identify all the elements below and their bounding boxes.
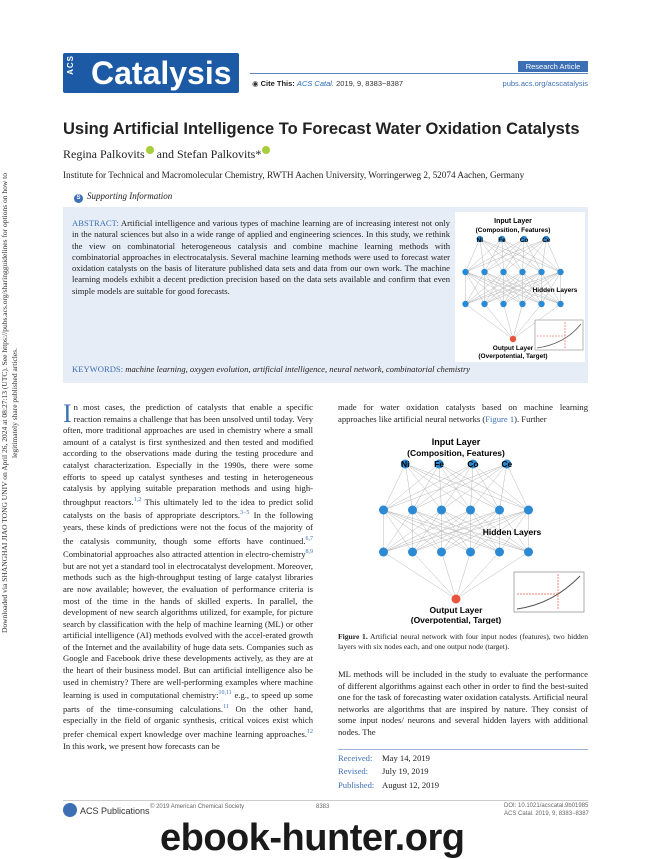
acs-publications-logo[interactable]: ACS Publications [63, 803, 150, 817]
hidden-node [495, 548, 504, 557]
hidden-node [524, 548, 533, 557]
toc-hidden-label: Hidden Layers [532, 287, 578, 294]
ref-link[interactable]: 6,7 [305, 535, 313, 542]
network-edge [439, 464, 499, 510]
drop-cap: I [63, 399, 72, 428]
hidden-node [466, 548, 475, 557]
network-edge [442, 464, 473, 510]
ref-link[interactable]: 3−5 [240, 510, 250, 517]
fig-output-title: Output Layer [429, 605, 483, 615]
fig-output-sub: (Overpotential, Target) [410, 615, 502, 624]
input-node-label: Ce [542, 237, 551, 244]
network-edge [413, 552, 457, 599]
hidden-node [437, 506, 446, 515]
hidden-node [379, 548, 388, 557]
hidden-node [481, 301, 487, 307]
article-type-badge: Research Article [518, 61, 588, 72]
abstract [72, 218, 450, 297]
body-column-2-top: made for water oxidation catalysts based on machine learning approaches like artificial neural networks (Figure 1). Further [338, 402, 588, 424]
body-column-2-bottom: ML methods will be included in the study to evaluate the performance of different algorithms against each other in order to find the best-suited one for the task of forecasting water oxidation catalysts. Artificial neural networks are algorithms that are inspired by nature. They consist of some input nodes/ neurons and several hidden layers with additional nodes. The [338, 669, 588, 737]
cite-line[interactable]: ◉ Cite This: ACS Catal. 2019, 9, 8383−8387 [252, 79, 404, 88]
orcid-icon[interactable] [262, 146, 270, 154]
hidden-node [500, 269, 506, 275]
journal-name: Catalysis [87, 53, 239, 93]
footer-rule [63, 800, 588, 801]
fig-input-title: Input Layer [431, 437, 481, 447]
affiliation: Institute for Technical and Macromolecular Chemistry, RWTH Aachen University, Worringerweg 2, 52074 Aachen, Germany [63, 170, 525, 180]
hidden-node [462, 269, 468, 275]
article-title: Using Artificial Intelligence To Forecast Water Oxidation Catalysts [63, 120, 580, 138]
input-node-label: Co [519, 237, 529, 244]
keywords-text: machine learning, oxygen evolution, artificial intelligence, neural network, combinatorial chemistry [125, 364, 471, 374]
ref-link[interactable]: 12 [307, 729, 313, 736]
orcid-icon[interactable] [146, 146, 154, 154]
network-edge [405, 464, 470, 510]
download-note: Downloaded via SHANGHAI JIAO TONG UNIV on April 26, 2024 at 08:27:13 (UTC). See https://pubs.acs.org/sharingguidelines for options on how to legitimately share published articles. [0, 172, 19, 634]
history-dates [338, 752, 439, 792]
toc-graphic [455, 212, 585, 362]
page-number: 8383 [316, 804, 330, 810]
date-row: Published: August 12, 2019 [338, 779, 440, 790]
input-node-label: Fe [434, 459, 445, 469]
body-column-1: In most cases, the prediction of catalysts that enable a specific reaction remains a challenge that has been unsolved until today. Very often, more traditional approaches are used in chemistry where a small amount of a catalyst is first synthesized and then tested and modified according to the observations made during the testing procedure and catalyst characterization. Especially in the 1990s, there were some efforts to speed up catalyst syntheses and testing in heterogeneous catalysis by applying suitable preparation methods and using high-throughput reactors.$^{1,2}$ This ultimately led to the idea to predict solid catalysts on the basis of appropriate descriptors.$^{3-5}$ In the following years, these kinds of predictions were not the focus of the majority of the catalysis community, though some efforts have continued.$^{6,7}$ Combinatorial approaches also attracted attention in electro-chemistry$^{8,9}$ but are not yet a standard tool in electrocatalyst development. Moreover, methods such as the high-throughput testing of large catalyst libraries are now available; however, the evaluation of performance criteria is most of the time in the hands of skilled experts. In parallel, the development of new search algorithms utilized, for example, for picture search by classification with the help of machine learning (ML) or other artificial intelligence (AI) methods evolved with the accel-erated growth of the Internet and the availability of huge data sets. Companies such as Google and Facebook drive these developments actively, as they are at the heart of their business model. But can artificial intelligence also be used in chemistry? There are well-performing examples where machine learning is used in computational chemistry:$^{10,11}$ e.g., to speed up some parts of the time-consuming calculations.$^{11}$ On the other hand, especially in the field of organic synthesis, critical voices exist which prefer chemical expert knowledge over machine learning approaches.$^{12}$ In this work, we present how forecasts can be [63, 399, 314, 751]
keywords [72, 364, 470, 374]
date-row: Received: May 14, 2019 [338, 753, 430, 763]
network-edge [442, 464, 507, 510]
network-edge [439, 464, 470, 510]
watermark: ebook-hunter.org [160, 817, 465, 859]
hidden-node [466, 506, 475, 515]
date-row: Revised: July 19, 2019 [338, 766, 429, 777]
hidden-node [557, 301, 563, 307]
network-edge [471, 464, 473, 510]
input-node-label: Co [467, 459, 479, 469]
fig-hidden-label: Hidden Layers [482, 527, 542, 537]
hidden-node [408, 548, 417, 557]
fig-input-sub: (Composition, Features) [407, 448, 505, 458]
toc-input-title: Input Layer [494, 218, 532, 225]
acs-publications-icon [63, 803, 77, 817]
cite-icon: ◉ [252, 79, 259, 88]
journal-logo[interactable] [63, 53, 239, 93]
network-edge [473, 464, 500, 510]
hidden-node [557, 269, 563, 275]
output-node [510, 336, 516, 342]
author-list: Regina Palkovits and Stefan Palkovits* [63, 146, 270, 162]
hidden-node [481, 269, 487, 275]
acs-mark: ACS [63, 53, 89, 93]
input-node-label: Fe [498, 237, 506, 244]
dates-rule [338, 749, 588, 750]
hidden-node [538, 301, 544, 307]
ref-link[interactable]: 8,9 [305, 549, 313, 556]
network-edge [413, 464, 473, 510]
network-edge [456, 552, 500, 599]
header-rule [250, 73, 588, 74]
hidden-node [379, 506, 388, 515]
author-2[interactable]: Stefan Palkovits* [177, 147, 262, 161]
input-node-label: Ni [401, 459, 410, 469]
hidden-node [538, 269, 544, 275]
toc-input-sub: (Composition, Features) [475, 227, 551, 234]
toc-output-sub: (Overpotential, Target) [478, 353, 548, 360]
author-1[interactable]: Regina Palkovits [63, 147, 145, 161]
hidden-node [495, 506, 504, 515]
figure-1-link[interactable]: Figure 1 [485, 413, 515, 424]
network-edge [442, 552, 457, 599]
fig-mini-plot [514, 572, 584, 612]
hidden-node [519, 269, 525, 275]
copyright: © 2019 American Chemical Society [150, 804, 245, 810]
supporting-info-icon: S [74, 194, 83, 203]
output-node [452, 595, 461, 604]
hidden-node [524, 506, 533, 515]
toc-output-title: Output Layer [492, 345, 534, 352]
journal-url[interactable]: pubs.acs.org/acscatalysis [502, 79, 588, 88]
hidden-node [462, 301, 468, 307]
hidden-node [408, 506, 417, 515]
ref-link[interactable]: 1,2 [133, 496, 142, 503]
hidden-node [519, 301, 525, 307]
ref-link[interactable]: 11 [223, 703, 229, 710]
keywords-label: KEYWORDS: [72, 364, 124, 374]
input-node-label: Ce [501, 459, 513, 469]
network-edge [456, 552, 471, 599]
figure-1-caption: Figure 1. Artificial neural network with four input nodes (features), two hidden layers with six nodes each, and one output node (target). [338, 632, 588, 652]
input-node-label: Ni [476, 237, 483, 244]
abstract-text: Artificial intelligence and various types of machine learning are of increasing interest not only in the natural sciences but also in a wide range of applied and engineering sciences. In this study, we rethink the view on combinatorial heterogeneous catalysis and combine machine learning methods with combinatorial approaches in electrocatalysis. Several machine learning methods were used to forecast water oxidation catalysts on the basis of literature published data sets and data from our own work. The machine learning models exhibit a decent prediction precision based on the data sets available and confirm that even simple models are suitable for good forecasts. [72, 218, 450, 296]
toc-mini-plot [535, 320, 583, 350]
doi[interactable]: DOI: 10.1021/acscatal.9b01985 ACS Catal. 2019, 9, 8383−8387 [504, 803, 589, 817]
supporting-info-link[interactable]: S Supporting Information [74, 191, 172, 203]
network-edge [439, 464, 441, 510]
ref-link[interactable]: 10,11 [218, 690, 232, 697]
network-edge [413, 464, 440, 510]
figure-1 [338, 432, 588, 624]
hidden-node [500, 301, 506, 307]
abstract-label: ABSTRACT: [72, 218, 119, 228]
network-edge [384, 552, 457, 599]
hidden-node [437, 548, 446, 557]
